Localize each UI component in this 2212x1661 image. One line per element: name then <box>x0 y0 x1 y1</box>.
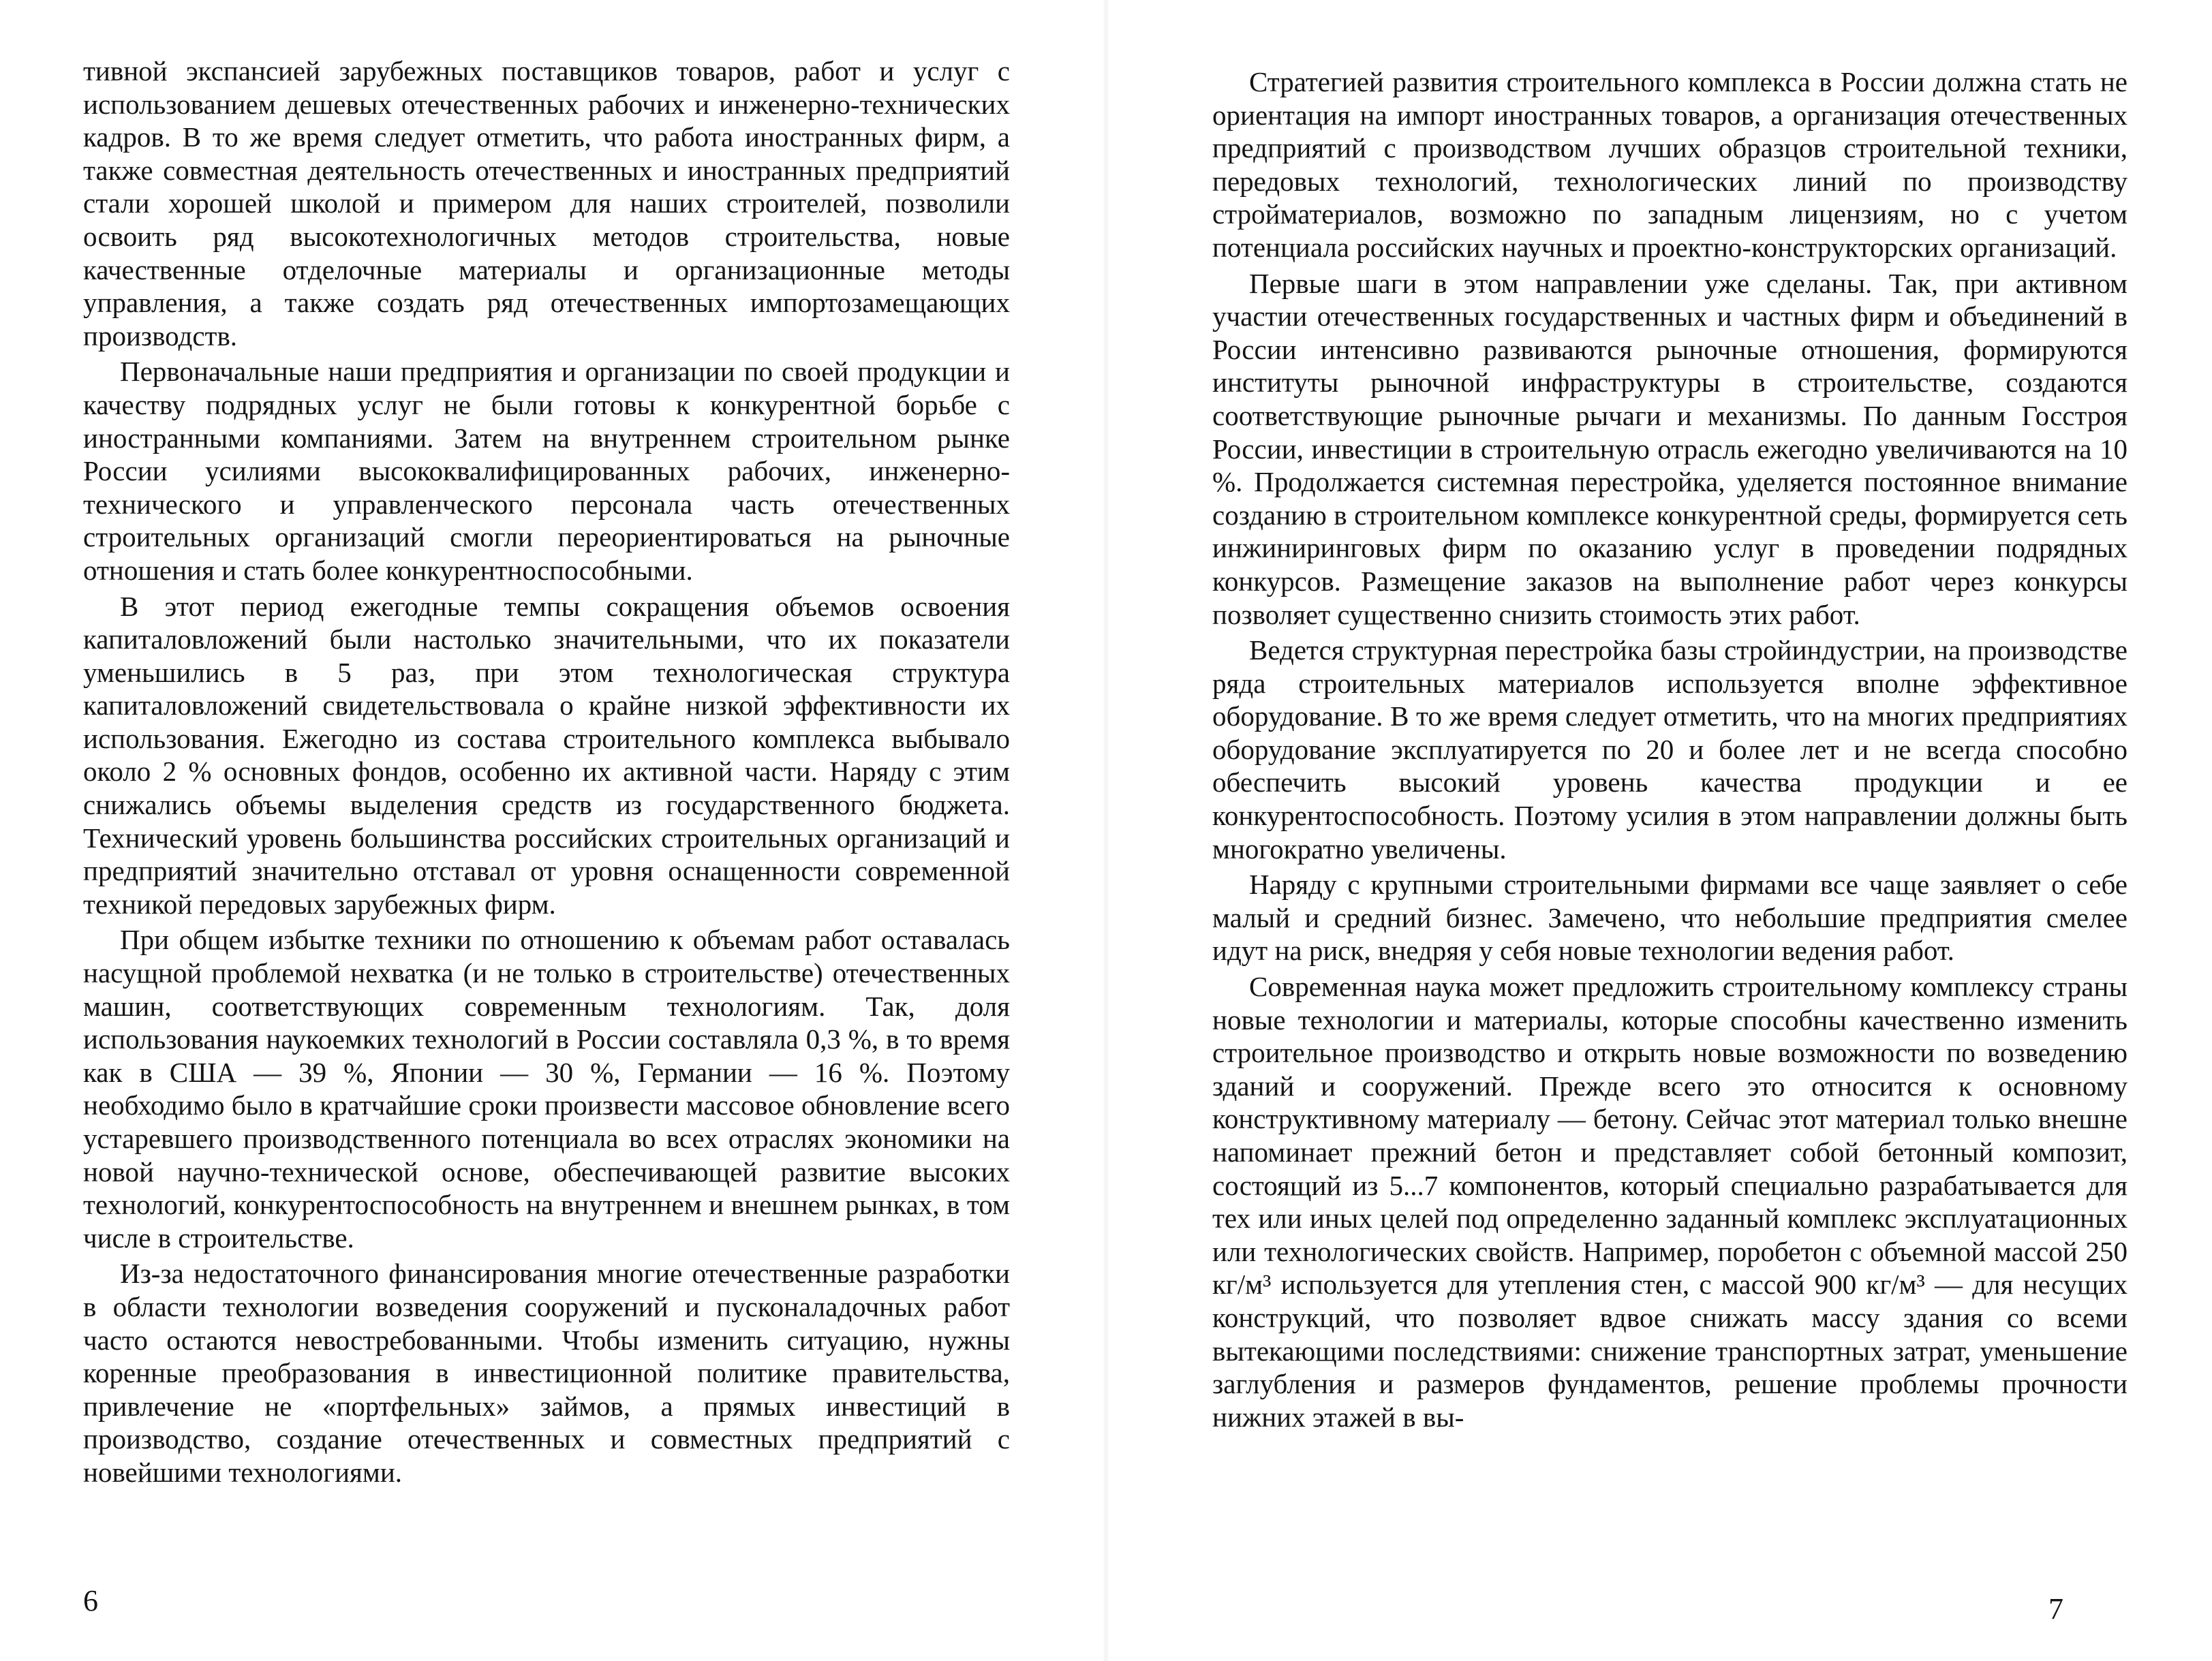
paragraph: Ведется структурная перестройка базы стройиндустрии, на производстве ряда строительных материалов используется вполне эффективное оборудование. В то же время следует отметить, что на многих предприятиях оборудование эксплуатируется по 20 и более лет и не всегда способно обеспечить высокий уровень качества продукции и ее конкурентоспособность. Поэтому усилия в этом направлении должны быть многократно увеличены. <box>1212 634 2127 865</box>
right-page <box>1106 0 2212 1661</box>
paragraph: Наряду с крупными строительными фирмами все чаще заявляет о себе малый и средний бизнес. Замечено, что небольшие предприятия смелее идут на риск, внедряя у себя новые технологии ведения работ. <box>1212 869 2127 967</box>
paragraph: При общем избытке техники по отношению к объемам работ оставалась насущной проблемой нехватка (и не только в строительстве) отечественных машин, соответствующих современным технологиям. Так, доля использования наукоемких технологий в России составляла 0,3 %, в то время как в США — 39 %, Японии — 30 %, Германии — 16 %. Поэтому необходимо было в кратчайшие сроки произвести массовое обновление всего устаревшего производственного потенциала во всех отраслях экономики на новой научно-технической основе, обеспечивающей развитие высоких технологий, конкурентоспособность на внутреннем и внешнем рынках, в том числе в строительстве. <box>83 924 1010 1254</box>
paragraph: Первые шаги в этом направлении уже сделаны. Так, при активном участии отечественных государственных и частных фирм и объединений в России интенсивно развиваются рыночные отношения, формируются институты рыночной инфраструктуры в строительстве, создаются соответствующие рыночные рычаги и механизмы. По данным Госстроя России, инвестиции в строительную отрасль ежегодно увеличиваются на 10 %. Продолжается системная перестройка, уделяется постоянное внимание созданию в строительном комплексе конкурентной среды, формируется сеть инжиниринговых фирм по оказанию услуг в проведении подрядных конкурсов. Размещение заказов на выполнение работ через конкурсы позволяет существенно снизить стоимость этих работ. <box>1212 267 2127 630</box>
right-page-text <box>1212 65 2127 1433</box>
paragraph: Современная наука может предложить строительному комплексу страны новые технологии и материалы, которые способны качественно изменить строительное производство и открыть новые возможности по возведению зданий и сооружений. Прежде всего это относится к основному конструктивному материалу — бетону. Сейчас этот материал только внешне напоминает прежний бетон и представляет собой бетонный композит, состоящий из 5...7 компонентов, который специально разрабатывается для тех или иных целей под определенно заданный комплекс эксплуатационных или технологических свойств. Например, поробетон с объемной массой 250 кг/м³ используется для утепления стен, с массой 900 кг/м³ — для несущих конструкций, что позволяет вдвое снижать массу здания со всеми вытекающими последствиями: снижение транспортных затрат, уменьшение заглубления и размеров фундаментов, решение проблемы прочности нижних этажей в вы- <box>1212 971 2127 1433</box>
paragraph: В этот период ежегодные темпы сокращения объемов освоения капиталовложений были настолько значительными, что их показатели уменьшились в 5 раз, при этом технологическая структура капиталовложений свидетельствовала о крайне низкой эффективности их использования. Ежегодно из состава строительного комплекса выбывало около 2 % основных фондов, особенно их активной части. Наряду с этим снижались объемы выделения средств из государственного бюджета. Технический уровень большинства российских строительных организаций и предприятий значительно отставал от уровня оснащенности современной техникой передовых зарубежных фирм. <box>83 590 1010 920</box>
paragraph: тивной экспансией зарубежных поставщиков товаров, работ и услуг с использованием дешевых отечественных рабочих и инженерно-технических кадров. В то же время следует отметить, что работа иностранных фирм, а также совместная деятельность отечественных и иностранных предприятий стали хорошей школой и примером для наших строителей, позволили освоить ряд высокотехнологичных методов строительства, новые качественные отделочные материалы и организационные методы управления, а также создать ряд отечественных импортозамещающих производств. <box>83 55 1010 352</box>
paragraph: Первоначальные наши предприятия и организации по своей продукции и качеству подрядных услуг не были готовы к конкурентной борьбе с иностранными компаниями. Затем на внутреннем строительном рынке России усилиями высококвалифицированных рабочих, инженерно-технического и управленческого персонала часть отечественных строительных организаций смогли переориентироваться на рыночные отношения и стать более конкурентноспособными. <box>83 356 1010 586</box>
left-page-text <box>83 55 1010 1489</box>
page-number: 7 <box>2048 1592 2063 1626</box>
paragraph: Стратегией развития строительного комплекса в России должна стать не ориентация на импорт иностранных товаров, а организация отечественных предприятий с производством лучших образцов строительной техники, передовых технологий, технологических линий по производству стройматериалов, возможно по западным лицензиям, но с учетом потенциала российских научных и проектно-конструкторских организаций. <box>1212 66 2127 263</box>
paragraph: Из-за недостаточного финансирования многие отечественные разработки в области технологии возведения сооружений и пусконаладочных работ часто остаются невостребованными. Чтобы изменить ситуацию, нужны коренные преобразования в инвестиционной политике правительства, привлечение не «портфельных» займов, а прямых инвестиций в производство, создание отечественных и совместных предприятий с новейшими технологиями. <box>83 1258 1010 1488</box>
page-number: 6 <box>83 1584 98 1617</box>
